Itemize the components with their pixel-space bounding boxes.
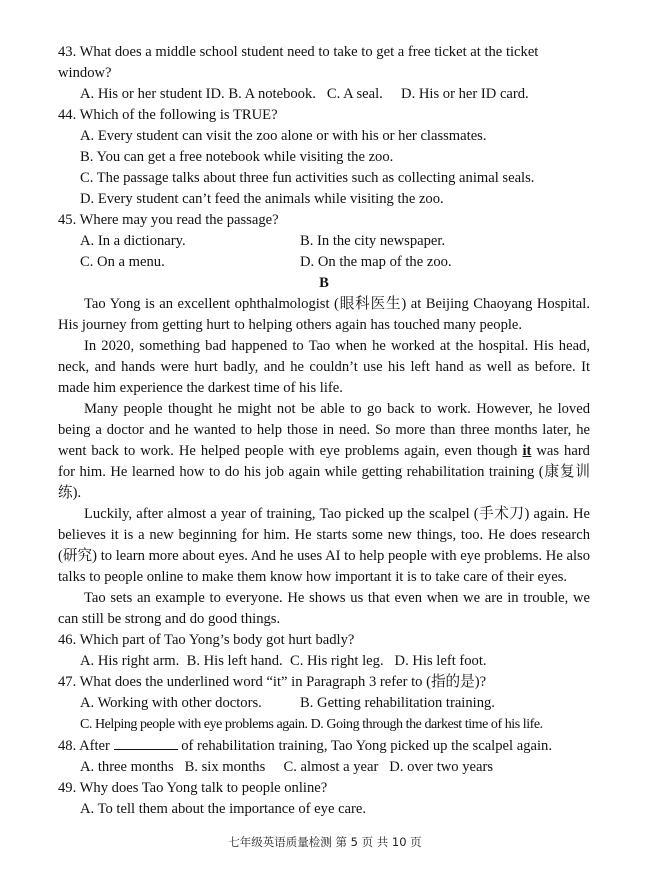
paragraph-3-text-after: was hard for him. He learned how to do his job again while getting rehabilitation training (康复训练). (58, 443, 590, 501)
question-45-option-a: A. In a dictionary. (80, 233, 186, 249)
question-46-stem: 46. Which part of Tao Yong’s body got hurt badly? (58, 632, 355, 648)
page-footer: 七年级英语质量检测 第 5 页 共 10 页 (228, 835, 422, 849)
question-44-option-c: C. The passage talks about three fun activities such as collecting animal seals. (80, 170, 535, 186)
question-48-stem-after: of rehabilitation training, Tao Yong picked up the scalpel again. (181, 738, 552, 754)
paragraph-3-text-before: Many people thought he might not be able to go back to work. However, he loved being a doctor and he wanted to help those in need. So more than three months later, he went back to work. He helped people with eye problems again, even though (58, 401, 590, 459)
passage-paragraph-3 (58, 399, 590, 504)
question-45-option-d: D. On the map of the zoo. (300, 254, 452, 270)
passage-paragraph-5: Tao sets an example to everyone. He shows us that even when we are in trouble, we can still be strong and do good things. (58, 590, 590, 627)
question-45-option-b: B. In the city newspaper. (300, 233, 446, 249)
question-48-stem-before: 48. After (58, 738, 110, 754)
passage-paragraph-1: Tao Yong is an excellent ophthalmologist (眼科医生) at Beijing Chaoyang Hospital. His journey from getting hurt to helping others again has touched many people. (58, 296, 590, 333)
question-44-stem: 44. Which of the following is TRUE? (58, 107, 278, 123)
question-48-options: A. three months B. six months C. almost a year D. over two years (80, 759, 494, 775)
question-47-option-a: A. Working with other doctors. (80, 695, 262, 711)
question-49-option-a: A. To tell them about the importance of eye care. (80, 801, 367, 817)
question-44-option-a: A. Every student can visit the zoo alone or with his or her classmates. (80, 128, 487, 144)
question-48-stem (58, 735, 590, 757)
question-44-option-b: B. You can get a free notebook while visiting the zoo. (80, 149, 394, 165)
question-45-row-2 (80, 252, 590, 273)
question-44-option-d: D. Every student can’t feed the animals while visiting the zoo. (80, 191, 444, 207)
question-43-stem: 43. What does a middle school student need to take to get a free ticket at the ticket window? (58, 44, 539, 81)
question-45-stem: 45. Where may you read the passage? (58, 212, 279, 228)
question-43-options: A. His or her student ID. B. A notebook. C. A seal. D. His or her ID card. (80, 86, 529, 102)
passage-paragraph-2: In 2020, something bad happened to Tao when he worked at the hospital. His head, neck, and hands were hurt badly, and he couldn’t use his left hand as well as before. It made him experience the darkest time of his life. (58, 338, 590, 396)
question-47-option-b: B. Getting rehabilitation training. (300, 695, 495, 711)
answer-blank (114, 735, 178, 750)
question-47-row-1 (80, 693, 590, 714)
question-49-stem: 49. Why does Tao Yong talk to people online? (58, 780, 328, 796)
question-46-options: A. His right arm. B. His left hand. C. His right leg. D. His left foot. (80, 653, 487, 669)
question-47-options-cd: C. Helping people with eye problems again. D. Going through the darkest time of his life. (80, 717, 543, 732)
question-45-option-c: C. On a menu. (80, 254, 165, 270)
question-47-stem: 47. What does the underlined word “it” in Paragraph 3 refer to (指的是)? (58, 674, 487, 690)
question-45-row-1 (80, 231, 590, 252)
underlined-word-it: it (522, 443, 532, 459)
page-content (58, 42, 590, 820)
section-heading-b: B (319, 275, 329, 291)
passage-paragraph-4: Luckily, after almost a year of training, Tao picked up the scalpel (手术刀) again. He believes it is a new beginning for him. He starts some new things, too. He does research (研究) to learn more about eyes. And he uses AI to help people with eye problems. He also talks to people online to make them know how important it is to take care of their eyes. (58, 506, 590, 585)
